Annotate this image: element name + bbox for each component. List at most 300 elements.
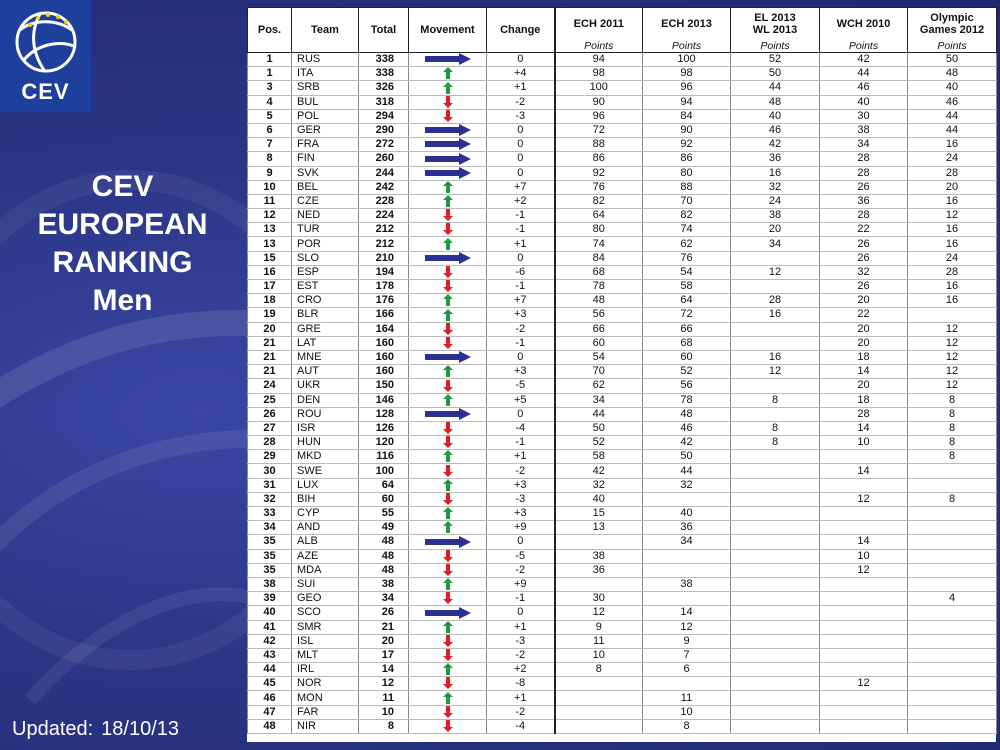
cell-ech2011: [555, 691, 643, 705]
cell-el2013: [731, 648, 820, 662]
table-row: [248, 294, 997, 308]
table-row: [248, 421, 997, 435]
cell-el2013: [731, 535, 820, 549]
cell-og2012: [908, 677, 997, 691]
cell-wch2010: 26: [820, 180, 908, 194]
cell-el2013: [731, 464, 820, 478]
cell-ech2011: 98: [555, 67, 643, 81]
cell-pos: 29: [248, 450, 292, 464]
cell-wch2010: 42: [820, 53, 908, 67]
arrow-down-icon: [443, 677, 453, 689]
cell-ech2011: 42: [555, 464, 643, 478]
cell-change: -5: [487, 549, 555, 563]
table-row: [248, 407, 997, 421]
header-og2012-line1: Olympic: [930, 11, 974, 24]
cell-change: +1: [487, 691, 555, 705]
table-row: [248, 265, 997, 279]
cell-og2012: 12: [908, 209, 997, 223]
table-row: [248, 521, 997, 535]
cell-movement: [409, 421, 487, 435]
cell-ech2011: 13: [555, 521, 643, 535]
cell-ech2011: 62: [555, 379, 643, 393]
cell-pos: 39: [248, 592, 292, 606]
cell-wch2010: 14: [820, 535, 908, 549]
cell-ech2013: 12: [643, 620, 731, 634]
cell-team: LUX: [292, 478, 359, 492]
cell-change: -1: [487, 336, 555, 350]
cell-change: -1: [487, 223, 555, 237]
cell-team: ALB: [292, 535, 359, 549]
table-row: [248, 180, 997, 194]
cell-pos: 15: [248, 251, 292, 265]
cell-el2013: [731, 592, 820, 606]
table-row: [248, 95, 997, 109]
cell-ech2013: 94: [643, 95, 731, 109]
cell-movement: [409, 577, 487, 591]
cell-pos: 11: [248, 194, 292, 208]
cell-ech2013: 80: [643, 166, 731, 180]
cell-wch2010: [820, 577, 908, 591]
cell-team: BIH: [292, 492, 359, 506]
cell-ech2011: 84: [555, 251, 643, 265]
cell-change: 0: [487, 152, 555, 166]
cell-total: 212: [359, 237, 409, 251]
cell-ech2011: 78: [555, 280, 643, 294]
cell-change: -3: [487, 492, 555, 506]
cell-movement: [409, 152, 487, 166]
cell-total: 100: [359, 464, 409, 478]
cell-og2012: 12: [908, 336, 997, 350]
arrow-down-icon: [443, 223, 453, 235]
cev-logo: [0, 0, 91, 112]
cell-ech2011: 8: [555, 663, 643, 677]
points-label: Points: [555, 39, 643, 53]
arrow-right-icon: [425, 53, 471, 65]
cell-total: 290: [359, 123, 409, 137]
table-row: [248, 280, 997, 294]
arrow-down-icon: [443, 649, 453, 661]
cell-el2013: [731, 322, 820, 336]
cell-movement: [409, 549, 487, 563]
cell-total: 126: [359, 421, 409, 435]
cell-og2012: [908, 606, 997, 620]
cell-el2013: 8: [731, 436, 820, 450]
cell-movement: [409, 620, 487, 634]
cell-og2012: [908, 663, 997, 677]
cell-ech2011: 90: [555, 95, 643, 109]
cell-og2012: [908, 577, 997, 591]
cell-team: TUR: [292, 223, 359, 237]
table-row: [248, 379, 997, 393]
table-row: [248, 251, 997, 265]
cell-ech2013: 42: [643, 436, 731, 450]
cell-team: SMR: [292, 620, 359, 634]
cell-team: ISR: [292, 421, 359, 435]
cell-pos: 30: [248, 464, 292, 478]
cell-ech2013: 92: [643, 138, 731, 152]
header-pos: Pos.: [248, 8, 292, 53]
arrow-right-icon: [425, 536, 471, 548]
table-row: [248, 365, 997, 379]
cell-team: SLO: [292, 251, 359, 265]
arrow-down-icon: [443, 465, 453, 477]
cell-wch2010: 40: [820, 95, 908, 109]
cell-ech2013: [643, 677, 731, 691]
cell-total: 294: [359, 109, 409, 123]
cell-pos: 13: [248, 223, 292, 237]
cell-ech2011: [555, 535, 643, 549]
cell-el2013: 52: [731, 53, 820, 67]
cell-ech2011: 88: [555, 138, 643, 152]
title-line: CEV: [91, 170, 154, 203]
cell-team: LAT: [292, 336, 359, 350]
cell-wch2010: 14: [820, 365, 908, 379]
cell-pos: 12: [248, 209, 292, 223]
cell-movement: [409, 492, 487, 506]
cell-change: +3: [487, 308, 555, 322]
cell-ech2011: 100: [555, 81, 643, 95]
cell-movement: [409, 322, 487, 336]
cell-og2012: 24: [908, 152, 997, 166]
cell-team: AZE: [292, 549, 359, 563]
cell-movement: [409, 280, 487, 294]
cell-ech2011: 58: [555, 450, 643, 464]
cell-ech2013: 52: [643, 365, 731, 379]
arrow-down-icon: [443, 706, 453, 718]
table-row: [248, 138, 997, 152]
cell-pos: 7: [248, 138, 292, 152]
cell-total: 338: [359, 53, 409, 67]
cell-ech2011: 44: [555, 407, 643, 421]
cell-pos: 17: [248, 280, 292, 294]
cell-wch2010: 18: [820, 393, 908, 407]
cell-ech2013: 34: [643, 535, 731, 549]
cell-ech2013: 38: [643, 577, 731, 591]
cell-og2012: 44: [908, 123, 997, 137]
points-label: Points: [643, 39, 731, 53]
table-row: [248, 109, 997, 123]
cell-ech2013: 70: [643, 194, 731, 208]
cell-el2013: [731, 492, 820, 506]
cell-change: +9: [487, 577, 555, 591]
cell-team: ROU: [292, 407, 359, 421]
table-row: [248, 436, 997, 450]
cell-og2012: [908, 705, 997, 719]
cell-el2013: 44: [731, 81, 820, 95]
cell-pos: 20: [248, 322, 292, 336]
cell-ech2011: 48: [555, 294, 643, 308]
cell-el2013: [731, 521, 820, 535]
table-row: [248, 507, 997, 521]
cell-movement: [409, 691, 487, 705]
updated-note: [12, 718, 179, 741]
cell-el2013: 16: [731, 166, 820, 180]
cell-change: 0: [487, 251, 555, 265]
cell-team: BLR: [292, 308, 359, 322]
cell-ech2013: 46: [643, 421, 731, 435]
cell-el2013: [731, 577, 820, 591]
cell-og2012: [908, 521, 997, 535]
table-row: [248, 209, 997, 223]
cell-change: -3: [487, 109, 555, 123]
cell-og2012: [908, 563, 997, 577]
cell-og2012: [908, 620, 997, 634]
header-ech2011: ECH 2011: [555, 8, 643, 40]
cell-change: +1: [487, 620, 555, 634]
cell-total: 38: [359, 577, 409, 591]
arrow-right-icon: [425, 167, 471, 179]
cell-ech2011: [555, 677, 643, 691]
cell-og2012: [908, 478, 997, 492]
cell-wch2010: [820, 634, 908, 648]
cell-el2013: 48: [731, 95, 820, 109]
cell-team: BEL: [292, 180, 359, 194]
cell-wch2010: 28: [820, 166, 908, 180]
cell-og2012: 16: [908, 138, 997, 152]
cell-el2013: [731, 507, 820, 521]
cell-team: GER: [292, 123, 359, 137]
cell-ech2011: [555, 719, 643, 733]
cell-team: UKR: [292, 379, 359, 393]
cell-movement: [409, 450, 487, 464]
table-row: [248, 563, 997, 577]
table-row: [248, 322, 997, 336]
header-wch2010: WCH 2010: [820, 8, 908, 40]
cell-change: +1: [487, 450, 555, 464]
arrow-up-icon: [443, 238, 453, 250]
table-row: [248, 53, 997, 67]
cell-team: DEN: [292, 393, 359, 407]
cell-el2013: 42: [731, 138, 820, 152]
cell-change: -2: [487, 648, 555, 662]
cell-change: +2: [487, 194, 555, 208]
cell-ech2013: 7: [643, 648, 731, 662]
cell-wch2010: 14: [820, 464, 908, 478]
cell-og2012: 8: [908, 450, 997, 464]
table-header-row: [248, 8, 997, 40]
cell-ech2013: 6: [643, 663, 731, 677]
cell-wch2010: [820, 507, 908, 521]
cell-team: BUL: [292, 95, 359, 109]
cell-team: MNE: [292, 350, 359, 364]
cell-team: MKD: [292, 450, 359, 464]
cell-ech2013: 60: [643, 350, 731, 364]
cell-el2013: [731, 691, 820, 705]
cell-wch2010: 22: [820, 223, 908, 237]
title-line: Men: [92, 284, 153, 317]
cell-total: 20: [359, 634, 409, 648]
cell-wch2010: 12: [820, 677, 908, 691]
arrow-down-icon: [443, 96, 453, 108]
arrow-up-icon: [443, 394, 453, 406]
cell-el2013: 16: [731, 308, 820, 322]
cell-og2012: [908, 308, 997, 322]
cell-wch2010: 20: [820, 294, 908, 308]
cell-movement: [409, 393, 487, 407]
cell-el2013: [731, 719, 820, 733]
cell-team: NIR: [292, 719, 359, 733]
cell-change: -3: [487, 634, 555, 648]
cell-ech2011: 32: [555, 478, 643, 492]
cell-pos: 6: [248, 123, 292, 137]
cell-el2013: [731, 450, 820, 464]
cell-ech2013: 9: [643, 634, 731, 648]
arrow-right-icon: [425, 138, 471, 150]
cell-team: ESP: [292, 265, 359, 279]
cell-total: 17: [359, 648, 409, 662]
cell-team: CZE: [292, 194, 359, 208]
cell-change: -2: [487, 563, 555, 577]
ranking-table-body: [248, 53, 997, 734]
cell-total: 326: [359, 81, 409, 95]
cell-ech2013: 54: [643, 265, 731, 279]
cell-change: +3: [487, 507, 555, 521]
cell-team: SRB: [292, 81, 359, 95]
cell-movement: [409, 592, 487, 606]
cell-wch2010: [820, 620, 908, 634]
cell-el2013: 32: [731, 180, 820, 194]
table-row: [248, 719, 997, 733]
cell-og2012: [908, 634, 997, 648]
cell-team: IRL: [292, 663, 359, 677]
cell-team: POR: [292, 237, 359, 251]
cell-movement: [409, 95, 487, 109]
cell-pos: 3: [248, 81, 292, 95]
cell-og2012: 24: [908, 251, 997, 265]
cell-og2012: 12: [908, 379, 997, 393]
points-label: Points: [908, 39, 997, 53]
cell-ech2011: [555, 577, 643, 591]
cell-el2013: [731, 634, 820, 648]
cell-movement: [409, 209, 487, 223]
cell-pos: 34: [248, 521, 292, 535]
cell-movement: [409, 237, 487, 251]
cell-pos: 21: [248, 350, 292, 364]
cell-og2012: 16: [908, 194, 997, 208]
cell-og2012: 28: [908, 265, 997, 279]
cell-team: GRE: [292, 322, 359, 336]
cell-movement: [409, 606, 487, 620]
table-row: [248, 606, 997, 620]
cell-total: 10: [359, 705, 409, 719]
cell-total: 49: [359, 521, 409, 535]
cell-total: 64: [359, 478, 409, 492]
cell-total: 55: [359, 507, 409, 521]
cell-total: 26: [359, 606, 409, 620]
cell-ech2013: 90: [643, 123, 731, 137]
table-row: [248, 194, 997, 208]
cell-movement: [409, 166, 487, 180]
cell-ech2013: 10: [643, 705, 731, 719]
cell-team: HUN: [292, 436, 359, 450]
cell-og2012: 8: [908, 436, 997, 450]
cell-pos: 44: [248, 663, 292, 677]
cell-change: -1: [487, 280, 555, 294]
arrow-down-icon: [443, 592, 453, 604]
cell-el2013: 8: [731, 421, 820, 435]
cell-pos: 31: [248, 478, 292, 492]
cell-wch2010: 38: [820, 123, 908, 137]
arrow-down-icon: [443, 337, 453, 349]
cell-change: +2: [487, 663, 555, 677]
cell-pos: 10: [248, 180, 292, 194]
cell-ech2011: 92: [555, 166, 643, 180]
cell-total: 60: [359, 492, 409, 506]
arrow-up-icon: [443, 479, 453, 491]
cell-ech2011: 64: [555, 209, 643, 223]
cell-movement: [409, 123, 487, 137]
cell-pos: 24: [248, 379, 292, 393]
cell-total: 194: [359, 265, 409, 279]
cell-wch2010: [820, 691, 908, 705]
cell-total: 11: [359, 691, 409, 705]
cell-team: MON: [292, 691, 359, 705]
cell-total: 128: [359, 407, 409, 421]
cell-og2012: 40: [908, 81, 997, 95]
arrow-up-icon: [443, 692, 453, 704]
header-team: Team: [292, 8, 359, 53]
cell-change: -1: [487, 209, 555, 223]
cell-team: FRA: [292, 138, 359, 152]
cell-ech2011: 66: [555, 322, 643, 336]
arrow-down-icon: [443, 493, 453, 505]
cell-el2013: 12: [731, 365, 820, 379]
header-el2013-line1: EL 2013: [754, 11, 796, 24]
cell-team: EST: [292, 280, 359, 294]
updated-date: 18/10/13: [101, 718, 180, 740]
cell-movement: [409, 436, 487, 450]
table-row: [248, 123, 997, 137]
table-row: [248, 450, 997, 464]
cell-ech2013: 74: [643, 223, 731, 237]
cell-movement: [409, 336, 487, 350]
cell-ech2013: 40: [643, 507, 731, 521]
cell-change: 0: [487, 350, 555, 364]
cell-el2013: [731, 251, 820, 265]
cell-movement: [409, 138, 487, 152]
header-change: Change: [487, 8, 555, 53]
cell-ech2013: 98: [643, 67, 731, 81]
cell-og2012: 12: [908, 350, 997, 364]
cell-wch2010: 26: [820, 251, 908, 265]
cell-ech2011: 50: [555, 421, 643, 435]
cell-ech2011: 40: [555, 492, 643, 506]
cell-change: -2: [487, 95, 555, 109]
cell-movement: [409, 308, 487, 322]
cell-team: NED: [292, 209, 359, 223]
cell-pos: 4: [248, 95, 292, 109]
cell-wch2010: 28: [820, 209, 908, 223]
arrow-up-icon: [443, 309, 453, 321]
cell-total: 164: [359, 322, 409, 336]
cell-wch2010: 20: [820, 379, 908, 393]
cell-og2012: 16: [908, 280, 997, 294]
cell-pos: 35: [248, 563, 292, 577]
cell-total: 228: [359, 194, 409, 208]
cell-og2012: 8: [908, 421, 997, 435]
cell-og2012: 8: [908, 492, 997, 506]
cell-change: 0: [487, 407, 555, 421]
cell-team: MDA: [292, 563, 359, 577]
table-row: [248, 464, 997, 478]
table-row: [248, 691, 997, 705]
cell-el2013: [731, 663, 820, 677]
cell-total: 160: [359, 365, 409, 379]
cell-movement: [409, 563, 487, 577]
cell-pos: 33: [248, 507, 292, 521]
cell-ech2013: 88: [643, 180, 731, 194]
cell-ech2011: 94: [555, 53, 643, 67]
